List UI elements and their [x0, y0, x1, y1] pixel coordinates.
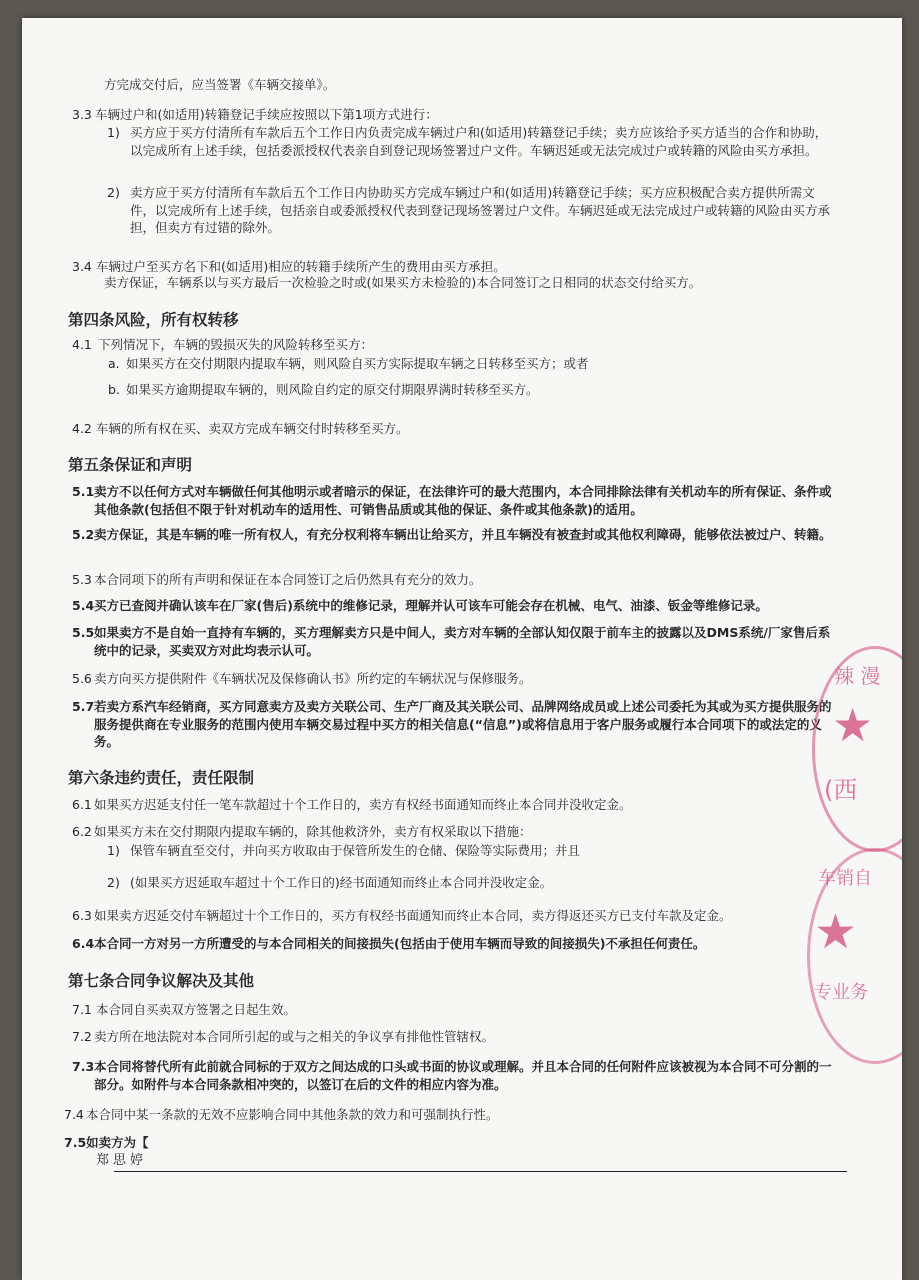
clause-text: 本合同项下的所有声明和保证在本合同签订之后仍然具有充分的效力。 [94, 572, 482, 587]
seal-text-sales: 车销自 [818, 868, 872, 889]
item-text: 如果买方在交付期限内提取车辆，则风险自买方实际提取车辆之日转移至买方；或者 [126, 356, 589, 371]
clause-num: 5.1 [72, 484, 95, 499]
clause-num: 5.7 [72, 699, 95, 714]
clause-text: 卖方保证，车辆系以与买方最后一次检验之时或(如果买方未检验的)本合同签订之日相同的状态交付给买方。 [104, 275, 702, 290]
clause-text: 卖方所在地法院对本合同所引起的或与之相关的争议享有排他性管辖权。 [94, 1029, 495, 1044]
clause-text: 车辆过户和(如适用)转籍登记手续应按照以下第1项方式进行： [95, 107, 438, 122]
item-num: a. [108, 356, 120, 371]
intro-text: 方完成交付后，应当签署《车辆交接单》。 [104, 77, 336, 92]
clause-text: 如果卖方迟延交付车辆超过十个工作日的，买方有权经书面通知而终止本合同，卖方得返还买方已支付车款及定金。 [94, 908, 732, 923]
clause-text: 买方已查阅并确认该车在厂家(售后)系统中的维修记录，理解并认可该车可能会存在机械、电气、油漆、钣金等维修记录。 [94, 598, 768, 613]
clause-num: 7.2 [72, 1029, 92, 1044]
clause-num: 7.1 [72, 1002, 92, 1017]
item-num: 1) [107, 125, 120, 140]
clause-text: 若卖方系汽车经销商，买方同意卖方及卖方关联公司、生产厂商及其关联公司、品牌网络成员或上述公司委托为其或为买方提供服务的服务提供商在专业服务的范围内使用车辆交易过程中买方的相关信息(“信息”)或将信息用于客户服务或履行本合同项下的或法定的义务。 [94, 699, 832, 749]
clause-num: 6.3 [72, 908, 92, 923]
item-text: 如果买方逾期提取车辆的，则风险自约定的原交付期限界满时转移至买方。 [126, 382, 539, 397]
clause-text: 如果买方迟延支付任一笔车款超过十个工作日的，卖方有权经书面通知而终止本合同并没收定金。 [94, 797, 632, 812]
clause-num: 5.4 [72, 598, 95, 613]
clause-num: 5.6 [72, 671, 92, 686]
clause-text: 如果卖方不是自始一直持有车辆的，买方理解卖方只是中间人，卖方对车辆的全部认知仅限于前车主的披露以及DMS系统/厂家售后系统中的记录，买卖双方对此均表示认可。 [94, 625, 831, 658]
seal-text-mid: (西 [824, 776, 858, 804]
signature-underline [114, 1171, 847, 1172]
seal-star-icon-2: ★ [814, 904, 858, 960]
item-text: 保管车辆直至交付，并向买方收取由于保管所发生的仓储、保险等实际费用；并且 [130, 843, 581, 858]
item-text: 卖方应于买方付清所有车款后五个工作日内协助买方完成车辆过户和(如适用)转籍登记手续；买方应积极配合卖方提供所需文件，以完成所有上述手续，包括亲自或委派授权代表到登记现场签署过户文件。车辆迟延或无法完成过户或转籍的风险由买方承担，但卖方有过错的除外。 [130, 185, 831, 235]
clause-text: 本合同将替代所有此前就合同标的于双方之间达成的口头或书面的协议或理解。并且本合同的任何附件应该被视为本合同不可分割的一部分。如附件与本合同条款相冲突的，以签订在后的文件的相应内容为准。 [94, 1059, 832, 1092]
item-num: 1) [107, 843, 120, 858]
clause-text: 本合同自买卖双方签署之日起生效。 [96, 1002, 297, 1017]
seal-star-icon: ★ [832, 698, 874, 752]
item-num: 2) [107, 185, 120, 200]
clause-num: 5.3 [72, 572, 92, 587]
clause-text: 卖方向买方提供附件《车辆状况及保修确认书》所约定的车辆状况与保修服务。 [94, 671, 532, 686]
seal-text-top: 辣 漫 [834, 664, 881, 688]
clause-text: 如果买方未在交付期限内提取车辆的，除其他救济外，卖方有权采取以下措施： [94, 824, 532, 839]
article-6-heading: 第六条违约责任，责任限制 [68, 769, 255, 787]
clause-text: 卖方不以任何方式对车辆做任何其他明示或者暗示的保证，在法律许可的最大范围内，本合同排除法律有关机动车的所有保证、条件或其他条款(包括但不限于针对机动车的适用性、可销售品质或其他的保证、条件或其他条款)的适用。 [94, 484, 832, 517]
clause-num: 3.4 [72, 259, 92, 274]
clause-num: 3.3 [72, 107, 92, 122]
item-text: (如果买方迟延取车超过十个工作日的)经书面通知而终止本合同并没收定金。 [130, 875, 553, 890]
clause-num: 7.5 [64, 1135, 87, 1150]
seal-text-service: 专业务 [814, 982, 868, 1003]
clause-text: 本合同一方对另一方所遭受的与本合同相关的间接损失(包括由于使用车辆而导致的间接损失)不承担任何责任。 [94, 936, 706, 951]
article-5-heading: 第五条保证和声明 [68, 456, 193, 474]
item-num: b. [108, 382, 120, 397]
article-4-heading: 第四条风险，所有权转移 [68, 311, 239, 329]
clause-num: 6.2 [72, 824, 92, 839]
article-7-heading: 第七条合同争议解决及其他 [68, 972, 255, 990]
item-num: 2) [107, 875, 120, 890]
clause-num: 6.1 [72, 797, 92, 812]
clause-num: 4.1 [72, 337, 92, 352]
clause-text: 如卖方为【 [86, 1135, 149, 1150]
contract-page [22, 18, 902, 1280]
clause-num: 5.2 [72, 527, 95, 542]
clause-text: 卖方保证，其是车辆的唯一所有权人，有充分权利将车辆出让给买方，并且车辆没有被查封或其他权利障碍，能够依法被过户、转籍。 [94, 527, 832, 542]
clause-text: 车辆过户至买方名下和(如适用)相应的转籍手续所产生的费用由买方承担。 [96, 259, 506, 274]
clause-num: 7.3 [72, 1059, 95, 1074]
clause-text: 本合同中某一条款的无效不应影响合同中其他条款的效力和可强制执行性。 [86, 1107, 499, 1122]
clause-num: 7.4 [64, 1107, 84, 1122]
clause-num: 4.2 [72, 421, 92, 436]
item-text: 买方应于买方付清所有车款后五个工作日内负责完成车辆过户和(如适用)转籍登记手续；卖方应该给予买方适当的合作和协助，以完成所有上述手续，包括委派授权代表亲自到登记现场签署过户文件。车辆迟延或无法完成过户或转籍的风险由买方承担。 [130, 125, 828, 158]
clause-text: 车辆的所有权在买、卖双方完成车辆交付时转移至买方。 [96, 421, 409, 436]
clause-num: 6.4 [72, 936, 95, 951]
clause-num: 5.5 [72, 625, 95, 640]
seller-name: 郑思婷 [96, 1153, 148, 1168]
clause-text: 下列情况下，车辆的毁损灭失的风险转移至买方： [98, 337, 374, 352]
